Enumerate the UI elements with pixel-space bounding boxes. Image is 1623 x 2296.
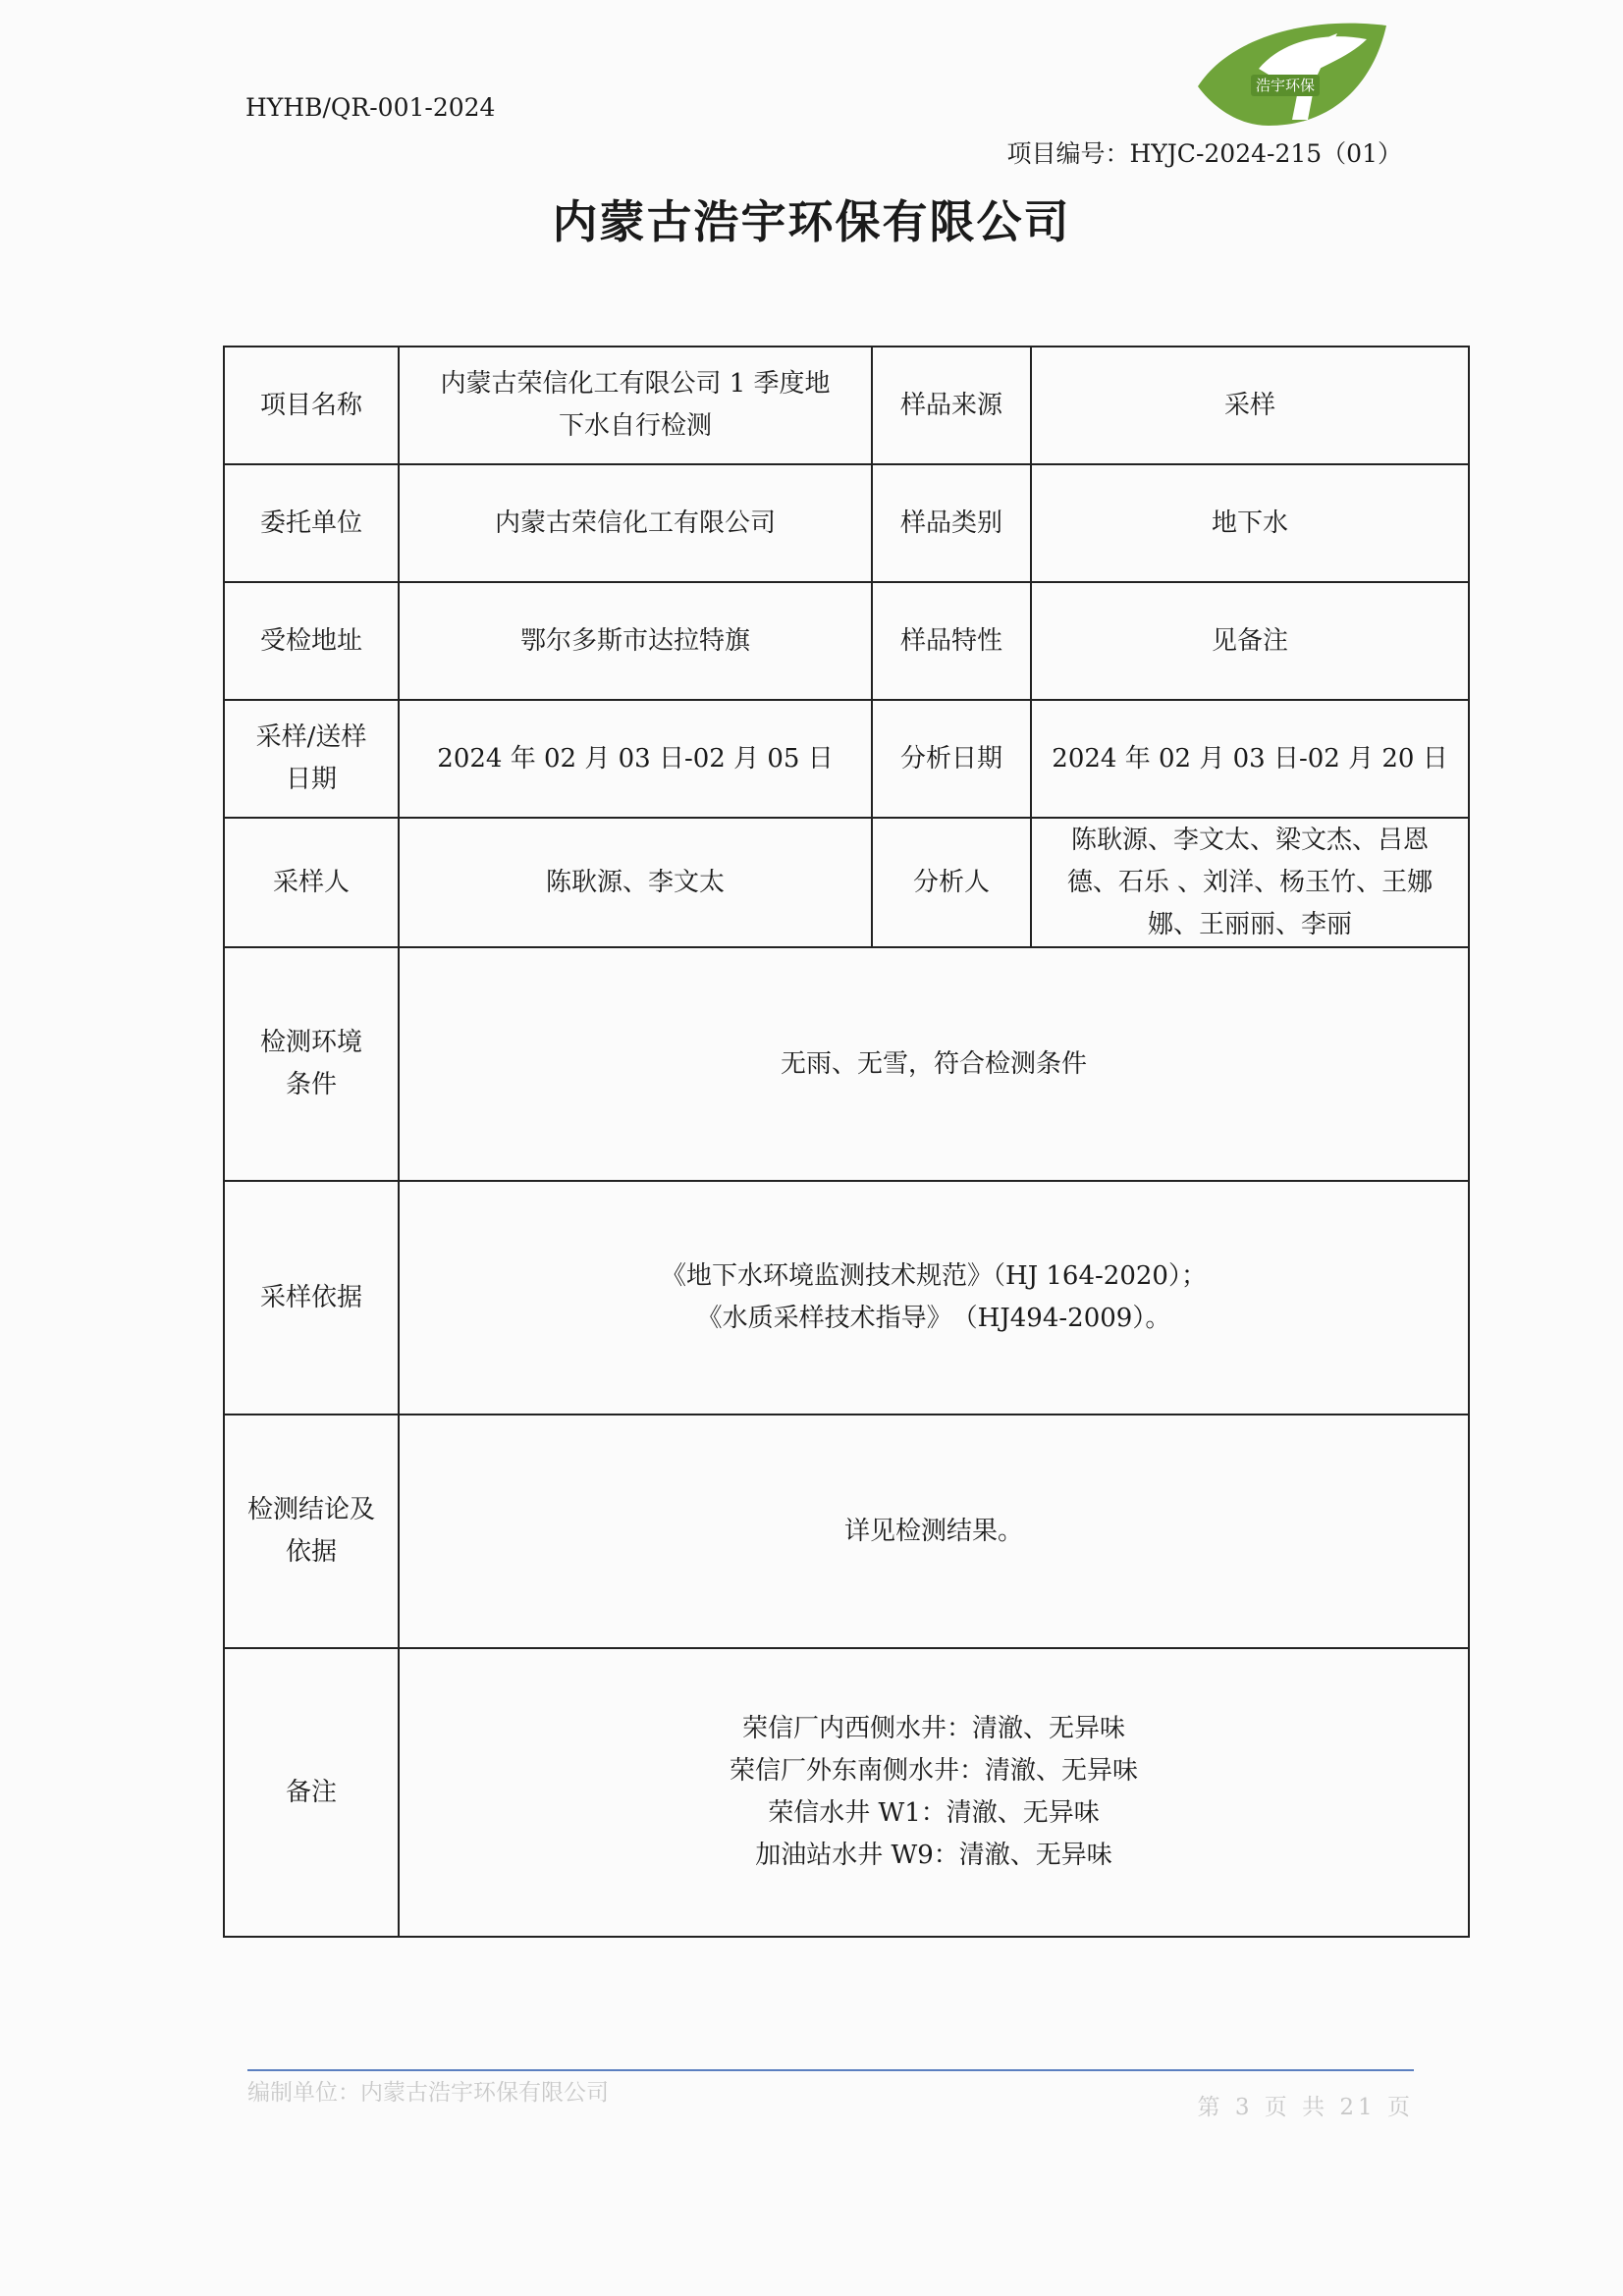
analyst-label: 分析人: [872, 818, 1031, 947]
sample-source-value: 采样: [1031, 347, 1469, 464]
footer-divider: [247, 2069, 1414, 2071]
address-label: 受检地址: [224, 582, 399, 700]
project-number: 项目编号：HYJC-2024-215（01）: [1006, 139, 1402, 168]
analysis-date-label: 分析日期: [872, 700, 1031, 818]
conclusion-label: 检测结论及 依据: [224, 1415, 399, 1648]
sampler-label: 采样人: [224, 818, 399, 947]
sampling-date-value: 2024 年 02 月 03 日-02 月 05 日: [399, 700, 872, 818]
project-name-value: 内蒙古荣信化工有限公司 1 季度地 下水自行检测: [399, 347, 872, 464]
report-info-table: [223, 346, 1470, 1938]
basis-label: 采样依据: [224, 1181, 399, 1415]
remarks-label: 备注: [224, 1648, 399, 1937]
table-row: [224, 347, 1469, 464]
company-logo: [1190, 10, 1414, 137]
sampling-date-label: 采样/送样 日期: [224, 700, 399, 818]
page-title: 内蒙古浩宇环保有限公司: [552, 195, 1071, 248]
document-code: HYHB/QR-001-2024: [245, 93, 496, 122]
client-label: 委托单位: [224, 464, 399, 582]
project-name-label: 项目名称: [224, 347, 399, 464]
table-row: [224, 947, 1469, 1181]
environment-label: 检测环境 条件: [224, 947, 399, 1181]
environment-value: 无雨、无雪，符合检测条件: [399, 947, 1469, 1181]
sample-type-label: 样品类别: [872, 464, 1031, 582]
table-row: [224, 582, 1469, 700]
client-value: 内蒙古荣信化工有限公司: [399, 464, 872, 582]
sample-source-label: 样品来源: [872, 347, 1031, 464]
basis-value: 《地下水环境监测技术规范》（HJ 164-2020）； 《水质采样技术指导》 （HJ494-2009）。: [399, 1181, 1469, 1415]
table-row: [224, 1415, 1469, 1648]
table-row: [224, 700, 1469, 818]
remarks-value: 荣信厂内西侧水井：清澈、无异味 荣信厂外东南侧水井：清澈、无异味 荣信水井 W1：清澈、无异味 加油站水井 W9：清澈、无异味: [399, 1648, 1469, 1937]
sample-property-label: 样品特性: [872, 582, 1031, 700]
table-row: [224, 1648, 1469, 1937]
analyst-value: 陈耿源、李文太、梁文杰、吕恩 德、石乐 、刘洋、杨玉竹、王娜 娜、王丽丽、李丽: [1031, 818, 1469, 947]
address-value: 鄂尔多斯市达拉特旗: [399, 582, 872, 700]
sampler-value: 陈耿源、李文太: [399, 818, 872, 947]
analysis-date-value: 2024 年 02 月 03 日-02 月 20 日: [1031, 700, 1469, 818]
sample-type-value: 地下水: [1031, 464, 1469, 582]
footer-compiler: 编制单位：内蒙古浩宇环保有限公司: [247, 2080, 609, 2106]
table-row: [224, 818, 1469, 947]
logo-text: 浩宇环保: [1255, 77, 1316, 94]
table-row: [224, 464, 1469, 582]
conclusion-value: 详见检测结果。: [399, 1415, 1469, 1648]
sample-property-value: 见备注: [1031, 582, 1469, 700]
footer-page-number: 第 3 页 共 21 页: [1197, 2095, 1414, 2120]
table-row: [224, 1181, 1469, 1415]
